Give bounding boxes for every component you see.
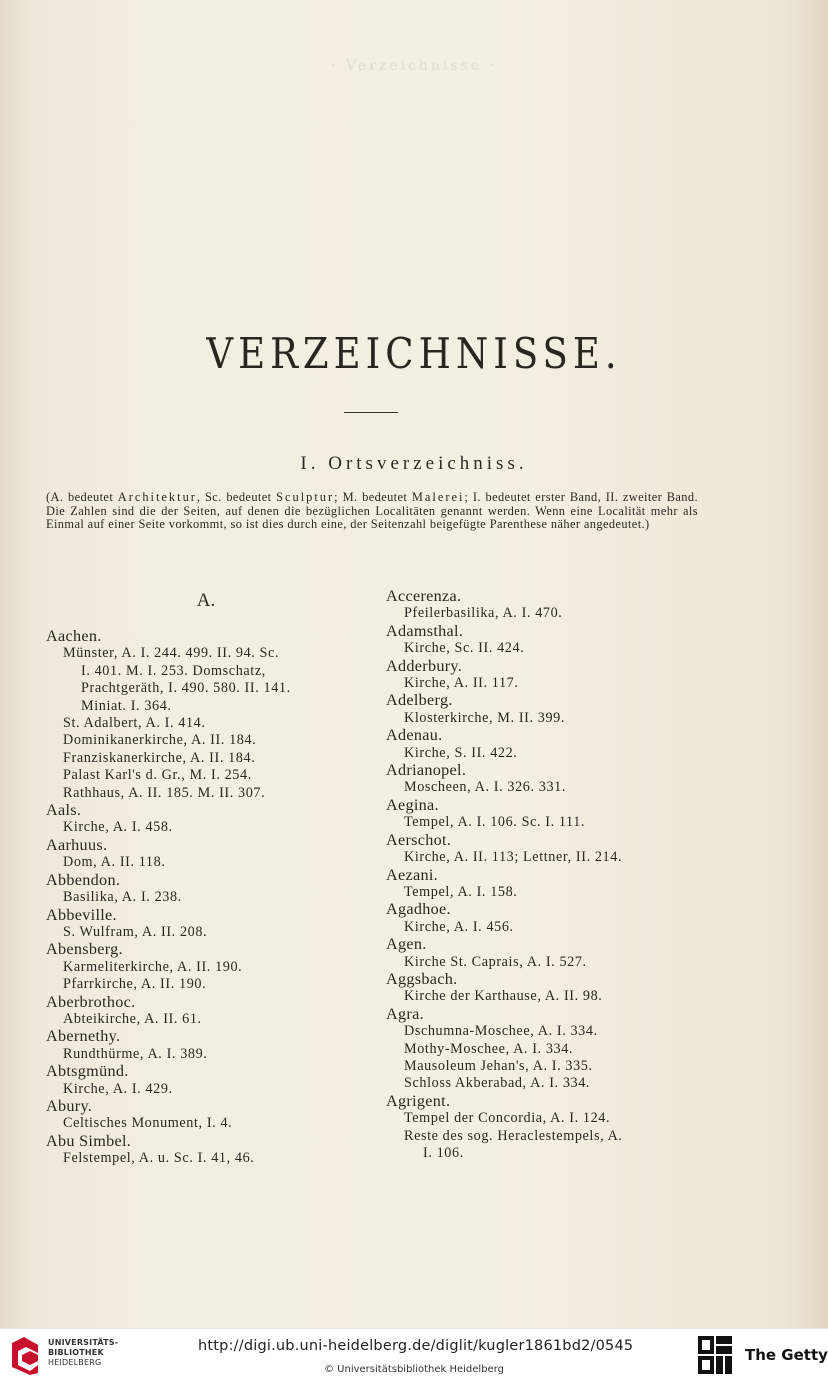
- index-entry: [386, 936, 706, 971]
- library-name-line: UNIVERSITÄTS-: [48, 1338, 119, 1347]
- index-entry: [386, 727, 706, 762]
- place-name: Abbendon.: [46, 870, 121, 889]
- place-name: Aerschot.: [386, 830, 452, 849]
- index-entry: [386, 832, 706, 867]
- library-name-line: HEIDELBERG: [48, 1358, 102, 1367]
- entry-detail: Reste des sog. Heraclestempels, A.: [404, 1127, 623, 1144]
- letter-heading: A.: [196, 590, 216, 611]
- intro-term-malerei: Malerei: [411, 490, 465, 504]
- entry-detail: Tempel der Concordia, A. I. 124.: [404, 1110, 611, 1127]
- entry-detail: Abteikirche, A. II. 61.: [63, 1010, 202, 1027]
- entry-detail: Dom, A. II. 118.: [63, 854, 166, 871]
- entry-detail: Kirche, A. I. 429.: [63, 1080, 173, 1097]
- entry-detail: Dschumna-Moschee, A. I. 334.: [404, 1023, 598, 1040]
- faint-running-head: · Verzeichnisse ·: [331, 58, 497, 74]
- place-name: Adelberg.: [386, 691, 453, 710]
- entry-detail: Pfeilerbasilika, A. I. 470.: [404, 605, 563, 622]
- place-name: Abury.: [46, 1096, 93, 1115]
- entry-detail: Miniat. I. 364.: [81, 697, 172, 714]
- entry-detail: Kirche, A. II. 113; Lettner, II. 214.: [404, 849, 623, 866]
- index-entry: [386, 588, 706, 623]
- index-entry: [386, 1093, 706, 1163]
- entry-detail: Kirche, Sc. II. 424.: [404, 640, 525, 657]
- index-entry: [46, 1133, 366, 1168]
- entry-detail: St. Adalbert, A. I. 414.: [63, 715, 206, 732]
- entry-detail: Kirche, A. I. 456.: [404, 918, 514, 935]
- entry-detail: Kirche St. Caprais, A. I. 527.: [404, 953, 587, 970]
- index-entry: [46, 907, 366, 942]
- place-name: Aberbrothoc.: [46, 992, 136, 1011]
- entry-detail: Kirche, S. II. 422.: [404, 744, 518, 761]
- index-entry: [46, 1098, 366, 1133]
- index-entry: [46, 837, 366, 872]
- place-name: Adenau.: [386, 726, 443, 745]
- index-entry: [386, 623, 706, 658]
- entry-detail: Karmeliterkirche, A. II. 190.: [63, 958, 243, 975]
- entry-detail: Tempel, A. I. 106. Sc. I. 111.: [404, 814, 586, 831]
- viewer-footer: [0, 1328, 828, 1387]
- place-name: Agen.: [386, 935, 427, 954]
- place-name: Abu Simbel.: [46, 1131, 132, 1150]
- entry-detail: Münster, A. I. 244. 499. II. 94. Sc.: [63, 645, 280, 662]
- index-entry: [386, 797, 706, 832]
- index-column-left: [46, 588, 366, 1168]
- entry-detail: Kirche, A. I. 458.: [63, 819, 173, 836]
- index-entry: [386, 658, 706, 693]
- getty-logo-icon: [698, 1336, 732, 1374]
- entry-detail: Pfarrkirche, A. II. 190.: [63, 976, 207, 993]
- place-name: Agrigent.: [386, 1091, 451, 1110]
- entry-detail: Prachtgeräth, I. 490. 580. II. 141.: [81, 680, 291, 697]
- intro-term-sculptur: Sculptur: [276, 490, 335, 504]
- place-name: Abtsgmünd.: [46, 1062, 129, 1081]
- place-name: Adderbury.: [386, 656, 463, 675]
- getty-name: The Getty: [745, 1346, 828, 1364]
- library-name-line: BIBLIOTHEK: [48, 1348, 104, 1357]
- index-entry: [46, 802, 366, 837]
- index-entry: [46, 994, 366, 1029]
- index-column-right: [386, 588, 706, 1162]
- entry-detail: Palast Karl's d. Gr., M. I. 254.: [63, 767, 252, 784]
- place-name: Adrianopel.: [386, 761, 467, 780]
- index-entry: [46, 628, 366, 802]
- entry-detail: Rathhaus, A. II. 185. M. II. 307.: [63, 784, 266, 801]
- entry-detail: Moscheen, A. I. 326. 331.: [404, 779, 566, 796]
- place-name: Aarhuus.: [46, 835, 108, 854]
- index-entry: [46, 941, 366, 993]
- place-name: Aegina.: [386, 795, 439, 814]
- index-entry: [386, 971, 706, 1006]
- title-divider: [344, 412, 398, 413]
- entry-detail: Celtisches Monument, I. 4.: [63, 1115, 233, 1132]
- entry-detail: Dominikanerkirche, A. II. 184.: [63, 732, 257, 749]
- entry-detail: Klosterkirche, M. II. 399.: [404, 709, 565, 726]
- index-entry: [386, 692, 706, 727]
- intro-text: (A. bedeutet: [46, 490, 118, 504]
- page-title: VERZEICHNISSE.: [206, 328, 622, 379]
- left-entries: [46, 628, 366, 1168]
- place-name: Aggsbach.: [386, 969, 458, 988]
- place-name: Agadhoe.: [386, 900, 451, 919]
- entry-detail: I. 106.: [423, 1145, 464, 1161]
- entry-detail: Mausoleum Jehan's, A. I. 335.: [404, 1057, 593, 1074]
- index-entry: [386, 867, 706, 902]
- index-entry: [386, 762, 706, 797]
- intro-note: [46, 491, 698, 532]
- place-name: Aezani.: [386, 865, 438, 884]
- intro-text: ; I. bedeutet erster Band, II. zweiter Band. Die Zahlen sind die der Seiten, auf denen die bezüglichen Localitäten genannt werden. Wenn eine Localität mehr als Einmal auf einer Seite vorkommt, so ist dies durch eine, der Seitenzahl beigefügte Parenthese näher angedeutet.): [46, 490, 698, 532]
- index-entry: [46, 1028, 366, 1063]
- entry-detail: Franziskanerkirche, A. II. 184.: [63, 749, 256, 766]
- place-name: Agra.: [386, 1004, 424, 1023]
- place-name: Accerenza.: [386, 587, 462, 605]
- entry-detail: Felstempel, A. u. Sc. I. 41, 46.: [63, 1150, 255, 1167]
- place-name: Abbeville.: [46, 905, 117, 924]
- permalink-url[interactable]: http://digi.ub.uni-heidelberg.de/diglit/kugler1861bd2/0545: [198, 1338, 634, 1354]
- copyright-notice: © Universitätsbibliothek Heidelberg: [323, 1364, 504, 1375]
- entry-detail: Mothy-Moschee, A. I. 334.: [404, 1040, 574, 1057]
- index-entry: [386, 1006, 706, 1093]
- intro-text: ; M. bedeutet: [334, 490, 412, 504]
- place-name: Aals.: [46, 801, 82, 820]
- index-entry: [386, 901, 706, 936]
- place-name: Abensberg.: [46, 940, 123, 959]
- entry-detail: I. 401. M. I. 253. Domschatz,: [81, 662, 266, 679]
- place-name: Aachen.: [46, 627, 102, 645]
- section-heading: I. Ortsverzeichniss.: [300, 453, 528, 474]
- place-name: Abernethy.: [46, 1027, 121, 1046]
- intro-term-architektur: Architektur: [117, 490, 197, 504]
- entry-detail: S. Wulfram, A. II. 208.: [63, 923, 208, 940]
- intro-text: , Sc. bedeutet: [196, 490, 277, 504]
- entry-detail: Basilika, A. I. 238.: [63, 889, 182, 906]
- place-name: Adamsthal.: [386, 621, 464, 640]
- entry-detail: Schloss Akberabad, A. I. 334.: [404, 1075, 591, 1092]
- right-entries: [386, 588, 706, 1162]
- entry-detail: Kirche der Karthause, A. II. 98.: [404, 988, 603, 1005]
- entry-detail: Rundthürme, A. I. 389.: [63, 1045, 208, 1062]
- entry-detail: Tempel, A. I. 158.: [404, 883, 518, 900]
- entry-detail: Kirche, A. II. 117.: [404, 675, 519, 692]
- index-entry: [46, 872, 366, 907]
- index-entry: [46, 1063, 366, 1098]
